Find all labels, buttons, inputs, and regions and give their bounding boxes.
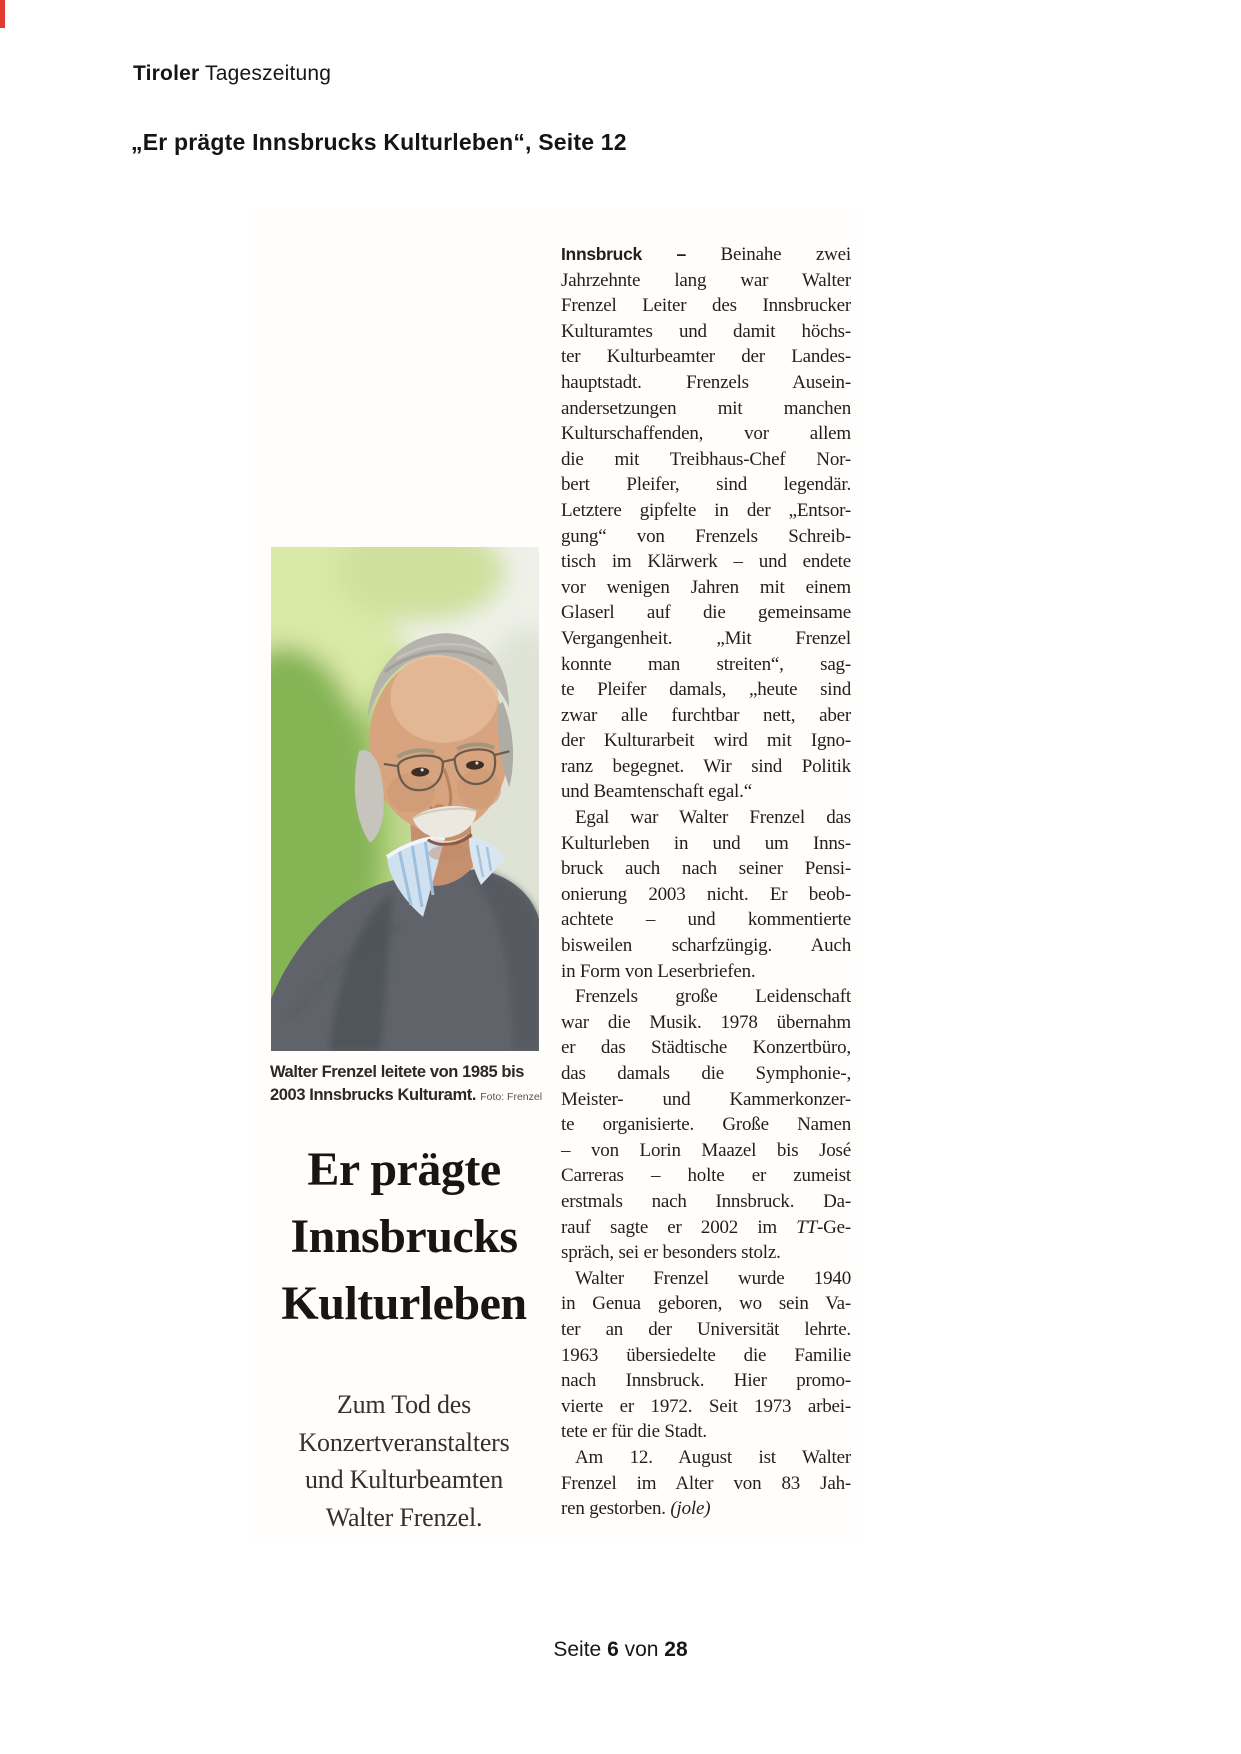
body-line: rauf sagte er 2002 im TT-Ge-	[561, 1216, 851, 1238]
body-line: bert Pleifer, sind legendär.	[561, 474, 851, 496]
article-headline	[254, 1136, 554, 1337]
footer-page-number: 6	[607, 1638, 619, 1661]
body-line: ranz begegnet. Wir sind Politik	[561, 755, 851, 777]
body-line: war die Musik. 1978 übernahm	[561, 1011, 851, 1033]
body-line: ter Kulturbeamter der Landes-	[561, 346, 851, 368]
body-line: Am 12. August ist Walter	[575, 1446, 851, 1468]
body-line: vor wenigen Jahren mit einem	[561, 576, 851, 598]
body-line: te Pleifer damals, „heute sind	[561, 679, 851, 701]
body-line: Carreras – holte er zumeist	[561, 1165, 851, 1187]
body-line: tete er für die Stadt.	[561, 1421, 707, 1443]
body-line: Kulturschaffenden, vor allem	[561, 423, 851, 445]
photo-caption: Walter Frenzel leitete von 1985 bis 2003 Innsbrucks Kulturamt. Foto: Frenzel	[270, 1063, 543, 1104]
headline-line: Er prägte	[307, 1143, 501, 1196]
page-footer	[0, 1638, 1241, 1662]
subhead-line: Walter Frenzel.	[325, 1502, 483, 1532]
body-line: vierte er 1972. Seit 1973 arbei-	[561, 1395, 851, 1417]
body-line: Kulturamtes und damit höchs-	[561, 320, 851, 342]
body-line: das damals die Symphonie-,	[561, 1063, 851, 1084]
body-line: nach Innsbruck. Hier promo-	[561, 1370, 851, 1392]
body-line: Frenzel im Alter von 83 Jah-	[561, 1472, 851, 1494]
body-line: Egal war Walter Frenzel das	[575, 807, 851, 829]
body-line: und Beamtenschaft egal.“	[561, 781, 752, 803]
body-line: te organisierte. Große Namen	[561, 1114, 851, 1136]
subhead-line: Zum Tod des	[336, 1390, 472, 1419]
footer-label-seite: Seite	[553, 1638, 608, 1661]
body-line: bruck auch nach seiner Pensi-	[561, 858, 851, 880]
body-line: Meister- und Kammerkonzer-	[561, 1088, 851, 1110]
body-line: achtete – und kommentierte	[561, 909, 851, 931]
body-line: Walter Frenzel wurde 1940	[575, 1267, 851, 1289]
headline-line: Kulturleben	[281, 1277, 527, 1330]
subhead-line: Konzertveranstalters	[298, 1427, 510, 1457]
masthead-brand-regular: Tageszeitung	[199, 62, 332, 85]
body-line: in Genua geboren, wo sein Va-	[561, 1293, 851, 1315]
body-line: gung“ von Frenzels Schreib-	[561, 525, 851, 547]
body-line: erstmals nach Innsbruck. Da-	[561, 1190, 851, 1212]
body-line: in Form von Leserbriefen.	[561, 960, 756, 982]
body-line: Kulturleben in und um Inns-	[561, 832, 851, 854]
body-line: 1963 übersiedelte die Familie	[561, 1344, 851, 1366]
body-line: Vergangenheit. „Mit Frenzel	[561, 627, 851, 649]
body-line: andersetzungen mit manchen	[561, 397, 851, 419]
body-line: Frenzels große Leidenschaft	[575, 986, 851, 1008]
subhead-line: und Kulturbeamten	[304, 1465, 504, 1494]
newspaper-masthead	[133, 62, 331, 86]
portrait-photo	[271, 547, 539, 1051]
body-line: Innsbruck – Beinahe zwei	[561, 244, 851, 265]
document-headline: „Er prägte Innsbrucks Kulturleben“, Seite 12	[131, 129, 627, 155]
body-line: bisweilen scharfzüngig. Auch	[561, 935, 851, 957]
body-line: die mit Treibhaus-Chef Nor-	[561, 448, 851, 470]
body-line: Letztere gipfelte in der „Entsor-	[561, 499, 851, 521]
body-line: Glaserl auf die gemeinsame	[561, 602, 851, 624]
masthead-brand-bold: Tiroler	[133, 62, 200, 85]
body-line: zwar alle furchtbar nett, aber	[561, 704, 851, 726]
body-line: Frenzel Leiter des Innsbrucker	[561, 295, 851, 317]
body-line: der Kulturarbeit wird mit Igno-	[561, 730, 851, 752]
body-line: ren gestorben. (jole)	[561, 1498, 711, 1520]
article-body	[561, 242, 851, 1522]
article-subhead	[254, 1386, 554, 1536]
portrait-photo-graphic	[271, 547, 539, 1051]
body-line: konnte man streiten“, sag-	[561, 653, 851, 675]
body-line: hauptstadt. Frenzels Ausein-	[561, 371, 851, 393]
body-line: – von Lorin Maazel bis José	[561, 1139, 851, 1161]
body-line: onierung 2003 nicht. Er beob-	[561, 883, 851, 905]
footer-total-pages: 28	[664, 1638, 688, 1661]
body-line: er das Städtische Konzertbüro,	[561, 1037, 851, 1059]
footer-label-von: von	[618, 1638, 665, 1661]
body-line: tisch im Klärwerk – und endete	[561, 551, 851, 573]
body-line: Jahrzehnte lang war Walter	[561, 269, 851, 291]
body-line: spräch, sei er besonders stolz.	[561, 1242, 781, 1264]
scan-red-mark	[0, 0, 5, 28]
headline-line: Innsbrucks	[290, 1210, 518, 1263]
photo-credit: Foto: Frenzel	[480, 1091, 543, 1103]
body-line: ter an der Universität lehrte.	[561, 1318, 851, 1340]
